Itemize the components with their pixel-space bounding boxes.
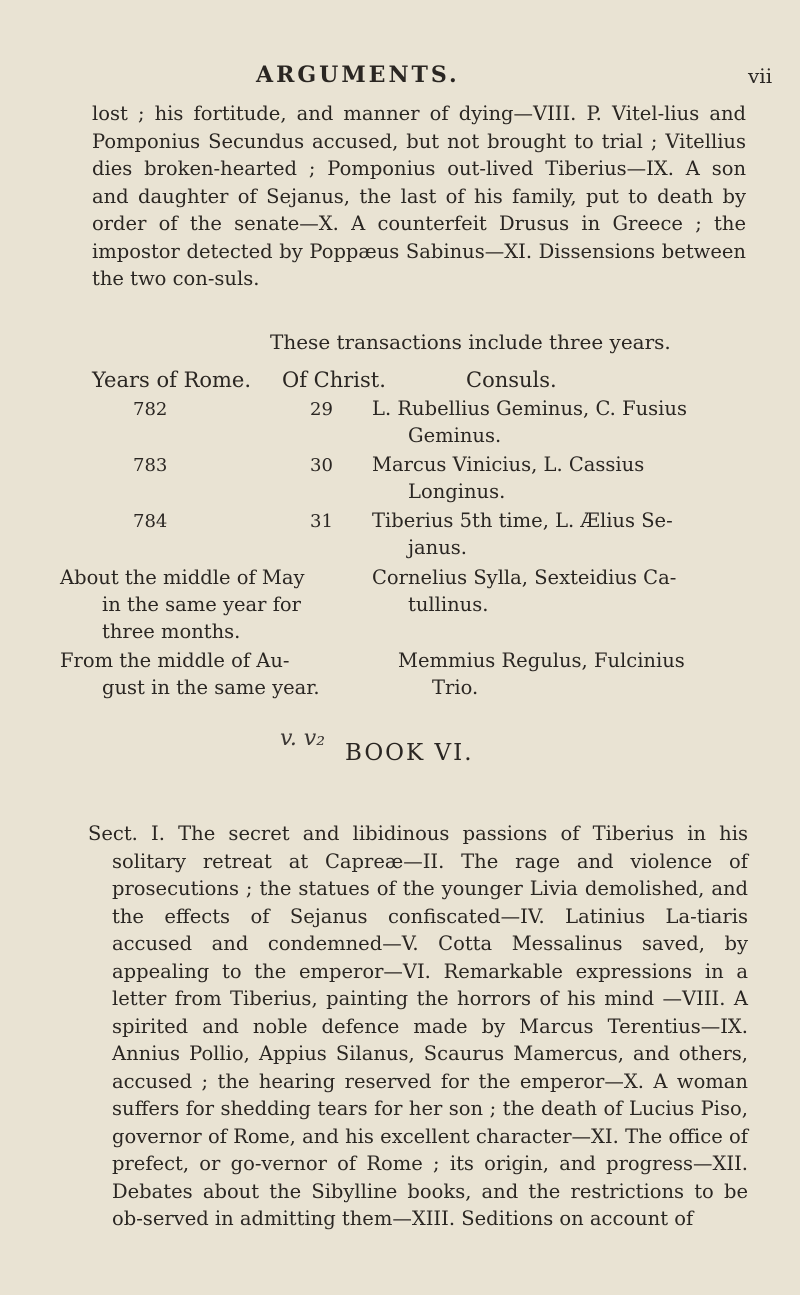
row2-consuls-line2: Longinus.	[408, 480, 506, 503]
suffect2-consuls-line2: Trio.	[432, 676, 479, 699]
row1-consuls-line2: Geminus.	[408, 424, 502, 447]
row1-consuls-line1: L. Rubellius Geminus, C. Fusius	[372, 397, 687, 420]
row2-year-christ: 30	[310, 455, 333, 476]
running-head	[0, 62, 800, 96]
running-head-title: ARGUMENTS.	[256, 62, 460, 88]
suffect1-consuls-line2: tullinus.	[408, 593, 489, 616]
row3-year-rome: 784	[133, 511, 168, 532]
suffect2-when-line1: From the middle of Au-	[60, 649, 290, 672]
suffect1-when-line1: About the middle of May	[60, 566, 305, 589]
row2-consuls-line1: Marcus Vinicius, L. Cassius	[372, 453, 645, 476]
row3-consuls-line1: Tiberius 5th time, L. Ælius Se-	[372, 509, 673, 532]
suffect2-when-line2: gust in the same year.	[102, 676, 320, 699]
row2-year-rome: 783	[133, 455, 168, 476]
handwritten-mark: v. v₂	[280, 726, 326, 751]
transactions-note: These transactions include three years.	[270, 330, 671, 354]
header-of-christ: Of Christ.	[282, 368, 386, 392]
page-number: vii	[748, 64, 773, 88]
header-consuls: Consuls.	[466, 368, 557, 392]
row3-consuls-line2: janus.	[408, 536, 467, 559]
row3-year-christ: 31	[310, 511, 333, 532]
book5-summary-end: lost ; his fortitude, and manner of dying—VIII. P. Vitel-lius and Pomponius Secundus accused, but not brought to trial ; Vitellius dies broken-hearted ; Pomponius out-lived Tiberius—IX. A son and daughter of Sejanus, the last of his family, put to death by order of the senate—X. A counterfeit Drusus in Greece ; the impostor detected by Poppæus Sabinus—XI. Dissensions between the two con-suls.	[92, 102, 746, 290]
row1-year-christ: 29	[310, 399, 333, 420]
suffect1-consuls-line1: Cornelius Sylla, Sexteidius Ca-	[372, 566, 677, 589]
row1-year-rome: 782	[133, 399, 168, 420]
book-title: BOOK VI.	[345, 740, 474, 766]
book6-summary: Sect. I. The secret and libidinous passions of Tiberius in his solitary retreat at Capreæ—II. The rage and violence of prosecutions ; the statues of the younger Livia demolished, and the effects of Sejanus confiscated—IV. Latinius La-tiaris accused and condemned—V. Cotta Messalinus saved, by appealing to the emperor—VI. Remarkable expressions in a letter from Tiberius, painting the horrors of his mind —VIII. A spirited and noble defence made by Marcus Terentius—IX. Annius Pollio, Appius Silanus, Scaurus Mamercus, and others, accused ; the hearing reserved for the emperor—X. A woman suffers for shedding tears for her son ; the death of Lucius Piso, governor of Rome, and his excellent character—XI. The office of prefect, or go-vernor of Rome ; its origin, and progress—XII. Debates about the Sibylline books, and the restrictions to be ob-served in admitting them—XIII. Seditions on account of	[88, 822, 748, 1230]
suffect2-consuls-line1: Memmius Regulus, Fulcinius	[398, 649, 685, 672]
suffect1-when-line3: three months.	[102, 620, 241, 643]
header-years-of-rome: Years of Rome.	[92, 368, 252, 392]
suffect1-when-line2: in the same year for	[102, 593, 301, 616]
